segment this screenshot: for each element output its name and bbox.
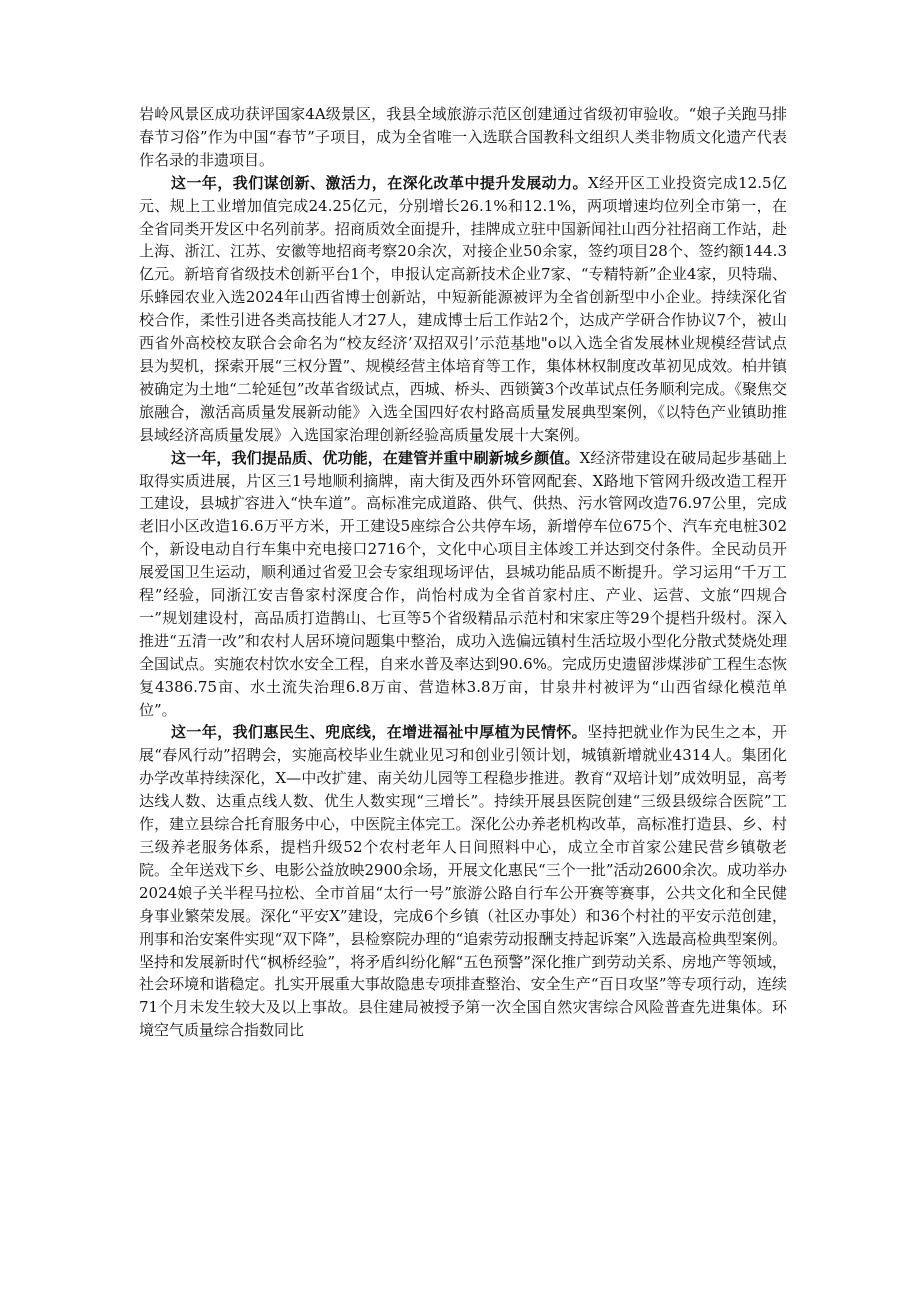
paragraph-body: X经开区工业投资完成12.5亿元、规上工业增加值完成24.25亿元，分别增长26.1%和12.1%，两项增速均位列全市第一，在全省同类开发区中名列前茅。招商质效全面提升，挂牌成立驻中国新闻社山西分社招商工作站，赴上海、浙江、江苏、安徽等地招商考察20余次，对接企业50余家，签约项目28个、签约额144.3亿元。新培育省级技术创新平台1个，申报认定高新技术企业7家、“专精特新”企业4家，贝特瑞、乐蜂园农业入选2024年山西省博士创新站，中短新能源被评为全省创新型中小企业。持续深化省校合作，柔性引进各类高技能人才27人，建成博士后工作站2个，达成产学研合作协议7个，被山西省外高校校友联合会命名为“校友经济’双招双引’示范基地"o以入选全省发展林业规模经营试点县为契机，探索开展“三权分置”、规模经营主体培育等工作，集体林权制度改革初见成效。柏井镇被确定为土地“二轮延包”改革省级试点，西城、桥头、西锁簧3个改革试点任务顺利完成。《聚焦交旅融合，激活高质量发展新动能》入选全国四好农村路高质量发展典型案例，《以特色产业镇助推县域经济高质量发展》入选国家治理创新经验高质量发展十大案例。	[139, 173, 787, 444]
paragraph-body: X经济带建设在破局起步基础上取得实质进展，片区三1号地顺利摘牌，南大街及西外环管网配套、X路地下管网升级改造工程开工建设，县城扩容进入“快车道”。高标准完成道路、供气、供热、污水管网改造76.97公里，完成老旧小区改造16.6万平方米，开工建设5座综合公共停车场，新增停车位675个、汽车充电桩302个，新设电动自行车集中充电接口2716个，文化中心项目主体竣工并达到交付条件。全民动员开展爱国卫生运动，顺利通过省爱卫会专家组现场评估，县城功能品质不断提升。学习运用“千万工程”经验，同浙江安吉鲁家村深度合作，尚怡村成为全省首家村庄、产业、运营、文旅“四规合一”规划建设村，高品质打造鹊山、七亘等5个省级精品示范村和宋家庄等29个提档升级村。深入推进“五清一改”和农村人居环境问题集中整治，成功入选偏远镇村生活垃圾小型化分散式焚烧处理全国试点。实施农村饮水安全工程，自来水普及率达到90.6%。完成历史遗留涉煤涉矿工程生态恢复4386.75亩、水土流失治理6.8万亩、营造林3.8万亩，甘泉井村被评为“山西省绿化模范单位”。	[139, 448, 787, 719]
paragraph-lead-sentence: 这一年，我们谋创新、激活力，在深化改革中提升发展动力。	[171, 173, 589, 192]
paragraph-urban-rural-quality	[139, 447, 787, 722]
paragraph-lead-sentence: 这一年，我们惠民生、兜底线，在增进福祉中厚植为民情怀。	[171, 723, 588, 742]
paragraph-reform-innovation	[139, 172, 787, 447]
paragraph-tourism-continuation	[139, 103, 787, 172]
paragraph-livelihood-welfare	[139, 721, 787, 1042]
paragraph-body: 坚持把就业作为民生之本，开展“春风行动”招聘会，实施高校毕业生就业见习和创业引领计划，城镇新增就业4314人。集团化办学改革持续深化，X—中改扩建、南关幼儿园等工程稳步推进。教育“双培计划”成效明显，高考达线人数、达重点线人数、优生人数实现“三增长”。持续开展县医院创建“三级县级综合医院”工作，建立县综合托育服务中心，中医院主体完工。深化公办养老机构改革，高标准打造县、乡、村三级养老服务体系，提档升级52个农村老年人日间照料中心，成立全市首家公建民营乡镇敬老院。全年送戏下乡、电影公益放映2900余场，开展文化惠民“三个一批”活动2600余次。成功举办2024娘子关半程马拉松、全市首届“太行一号”旅游公路自行车公开赛等赛事，公共文化和全民健身事业繁荣发展。深化“平安X”建设，完成6个乡镇（社区办事处）和36个村社的平安示范创建，刑事和治安案件实现“双下降”，县检察院办理的“追索劳动报酬支持起诉案”入选最高检典型案例。坚持和发展新时代“枫桥经验”，将矛盾纠纷化解“五色预警”深化推广到劳动关系、房地产等领域，社会环境和谐稳定。扎实开展重大事故隐患专项排查整治、安全生产“百日攻坚”等专项行动，连续71个月未发生较大及以上事故。县住建局被授予第一次全国自然灾害综合风险普查先进集体。环境空气质量综合指数同比	[139, 723, 787, 1040]
paragraph-body: 岩岭风景区成功获评国家4A级景区，我县全域旅游示范区创建通过省级初审验收。“娘子关跑马排春节习俗”作为中国“春节”子项目，成为全省唯一入选联合国教科文组织人类非物质文化遗产代表作名录的非遗项目。	[139, 105, 787, 169]
paragraph-lead-sentence: 这一年，我们提品质、优功能，在建管并重中刷新城乡颜值。	[171, 448, 580, 467]
document-page	[139, 103, 787, 1042]
